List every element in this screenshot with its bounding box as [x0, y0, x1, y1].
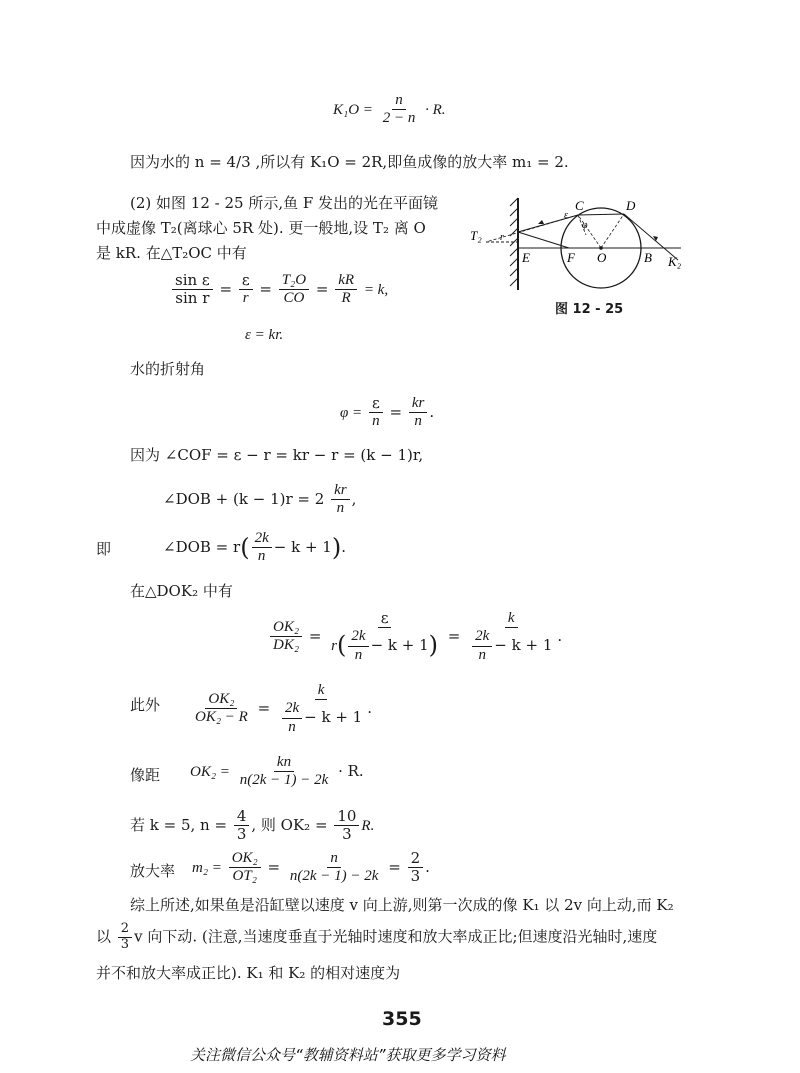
label-ji: 即	[96, 540, 112, 558]
paragraph-2-line-2: 中成虚像 T₂(离球心 5R 处). 更一般地,设 T₂ 离 O	[96, 219, 426, 237]
label-c: C	[575, 198, 584, 213]
label-d: D	[626, 198, 636, 213]
label-t2: T₂	[470, 228, 482, 243]
equation-angle-cof: 因为 ∠COF = ε − r = kr − r = (k − 1)r,	[130, 446, 424, 464]
equation-angle-dob-2: ∠DOB = r( $\frac{2k}{n}$ − k + 1).	[163, 530, 346, 565]
label-k2: K₂	[668, 254, 682, 269]
footer-watermark: 关注微信公众号“教辅资料站”获取更多学习资料	[190, 1046, 506, 1064]
equation-phi: φ = $\frac{\varepsilon}{n}$ = $\frac{kr}{n}$ .	[340, 394, 435, 430]
label-image-distance: 像距	[130, 766, 161, 784]
label-b: B	[644, 250, 652, 265]
label-phi: φ	[582, 220, 588, 231]
figure-12-25	[466, 190, 696, 300]
equation-k-equals-5: 若 k = 5, n = $\frac{4}{3}$ , 则 OK₂ = $\frac{10}{3}$ R.	[130, 807, 375, 844]
label-f: F	[567, 250, 575, 265]
label-o: O	[597, 250, 607, 265]
figure-caption: 图 12 - 25	[555, 302, 624, 317]
equation-image-distance: OK₂ = $\frac{kn}{n(2k - 1) - 2k}$ · R.	[190, 754, 364, 789]
paragraph-2-line-1: (2) 如图 12 - 25 所示,鱼 F 发出的光在平面镜	[130, 194, 439, 212]
summary-line-3: 并不和放大率成正比). K₁ 和 K₂ 的相对速度为	[96, 964, 401, 982]
equation-sine-ratio: $\frac{\text{sin ε}}{\text{sin r}}$ = $\frac{\varepsilon}{r}$ = $\frac{\text{T₂O}}{CO}$ = $\frac{kR}{R}$ = k,	[170, 272, 388, 308]
label-refraction-angle: 水的折射角	[130, 360, 206, 378]
paragraph-water-magnification: 因为水的 n = 4/3 ,所以有 K₁O = 2R,即鱼成像的放大率 m₁ = 2.	[130, 153, 569, 171]
radius-od	[601, 214, 624, 248]
paragraph-2-line-3: 是 kR. 在△T₂OC 中有	[96, 244, 247, 262]
label-e: E	[522, 250, 530, 265]
arrow-icon	[538, 220, 544, 224]
equation-angle-dob-1: ∠DOB + (k − 1)r = 2 $\frac{kr}{n}$ ,	[163, 482, 357, 517]
equation-epsilon: ε = kr.	[245, 327, 284, 343]
label-r: r	[500, 232, 504, 243]
equation-magnification: m₂ = $\frac{\text{OK₂}}{\text{OT₂}}$ = $\frac{n}{n(2k - 1) - 2k}$ = $\frac{2}{3}$ .	[192, 849, 430, 886]
equation-k1o: K₁O = $\frac{n}{2 - n}$ · R.	[333, 92, 446, 127]
summary-line-1: 综上所述,如果鱼是沿缸壁以速度 v 向上游,则第一次成的像 K₁ 以 2v 向上动,而 K₂	[130, 896, 674, 914]
label-triangle-dok2: 在△DOK₂ 中有	[130, 582, 233, 600]
summary-line-2: 以 $\frac{2}{3}$ v 向下动. (注意,当速度垂直于光轴时速度和放大率成正比;但速度沿光轴时,速度	[96, 921, 658, 952]
page-number: 355	[382, 1008, 422, 1030]
label-epsilon: ε	[564, 210, 568, 221]
label-besides: 此外	[130, 696, 161, 714]
equation-besides: $\frac{\text{OK₂}}{\text{OK₂ − R}}$ = k $\frac{2k}{n}$ − k + 1 .	[195, 682, 372, 735]
ray-c-to-d	[578, 214, 624, 215]
label-magnification: 放大率	[130, 862, 176, 880]
equation-ratio-ok2: $\frac{\text{OK₂}}{\text{DK₂}}$ = ε r( $\frac{2k}{n}$ − k + 1) = k $\frac{2k}{n}$ − k + 1 .	[268, 610, 562, 664]
